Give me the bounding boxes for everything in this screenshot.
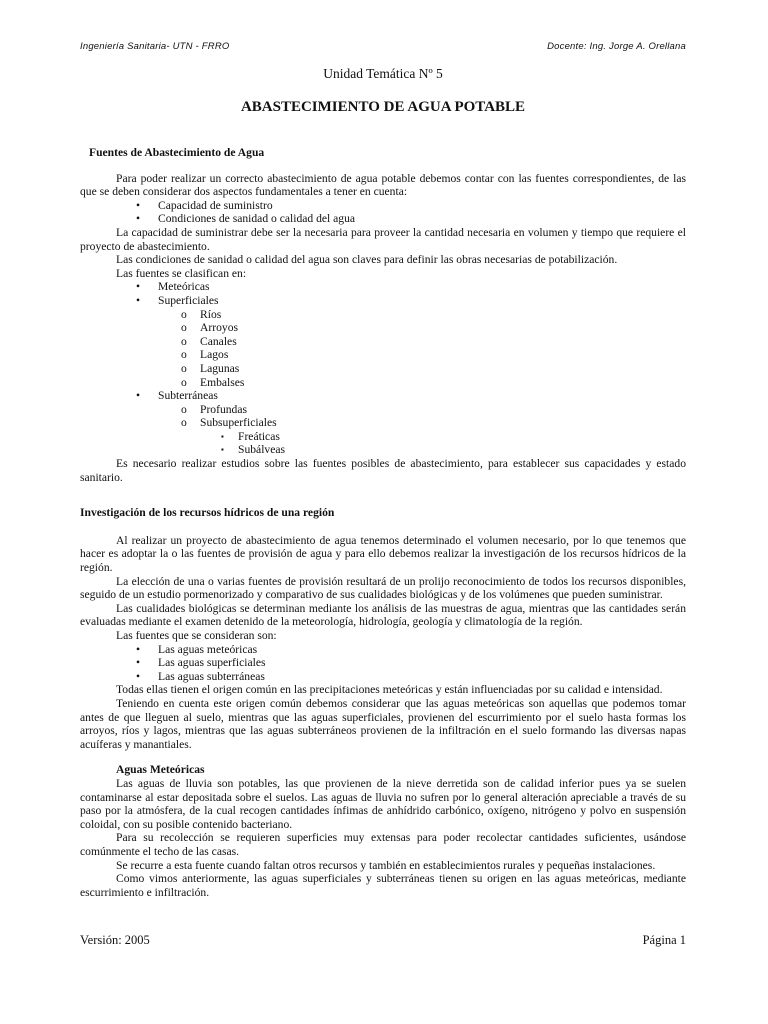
paragraph: Para su recolección se requieren superficies muy extensas para poder recolectar cantidades suficientes, usándose comúnmente el techo de las casas. <box>80 831 686 858</box>
circle-bullet-icon: o <box>181 307 187 321</box>
list-item: o Ríos <box>181 307 222 321</box>
list-item: o Canales <box>181 334 237 348</box>
bullet-icon: • <box>136 656 141 670</box>
list-item: • Las aguas meteóricas <box>136 642 258 656</box>
bullet-icon: • <box>136 198 141 212</box>
bullet-icon: • <box>136 642 141 656</box>
circle-bullet-icon: o <box>181 348 187 362</box>
paragraph: Es necesario realizar estudios sobre las fuentes posibles de abastecimiento, para establecer sus capacidades y estado sanitario. <box>80 457 686 484</box>
circle-bullet-icon: o <box>181 375 187 389</box>
paragraph: Las fuentes se clasifican en: <box>116 266 247 280</box>
list-item: ▪ Subálveas <box>221 443 286 457</box>
paragraph: Las condiciones de sanidad o calidad del agua son claves para definir las obras necesarias de potabilización. <box>116 253 618 267</box>
document-body <box>80 146 686 899</box>
circle-bullet-icon: o <box>181 416 187 430</box>
paragraph: Todas ellas tienen el origen común en las precipitaciones meteóricas y están influenciadas por su calidad e intensidad. <box>116 683 663 697</box>
list-item: • Las aguas subterráneas <box>136 669 265 683</box>
paragraph: Teniendo en cuenta este origen común debemos considerar que las aguas meteóricas son aquellas que podemos tomar antes de que lleguen al suelo, mientras que las aguas superficiales, provienen del escurrimiento por el suelo hasta formas los arroyos, ríos y lagos, mientras que las aguas subterráneos provienen de la infiltración en el suelo formando las diversas napas acuíferas y manantiales. <box>80 696 686 751</box>
header-teacher: Docente: Ing. Jorge A. Orellana <box>547 41 686 52</box>
circle-bullet-icon: o <box>181 334 187 348</box>
bullet-icon: • <box>136 293 141 307</box>
list-item: • Meteóricas <box>136 280 210 294</box>
circle-bullet-icon: o <box>181 402 187 416</box>
paragraph: Para poder realizar un correcto abastecimiento de agua potable debemos contar con las fuentes correspondientes, de las que se deben considerar dos aspectos fundamentales a tener en cuenta: <box>80 171 686 199</box>
square-bullet-icon: ▪ <box>221 431 224 441</box>
footer-page-number: Página 1 <box>642 933 686 947</box>
list-item: ▪ Freáticas <box>221 429 280 443</box>
section-heading-meteoricas: Aguas Meteóricas <box>116 763 205 777</box>
list-item: • Subterráneas <box>136 389 218 403</box>
bullet-icon: • <box>136 389 141 403</box>
bullet-icon: • <box>136 212 141 226</box>
paragraph: Las fuentes que se consideran son: <box>116 629 277 642</box>
list-item: o Arroyos <box>181 321 238 335</box>
header-course: Ingeniería Sanitaria- UTN - FRRO <box>80 41 230 52</box>
list-item: • Superficiales <box>136 293 219 307</box>
list-item: o Embalses <box>181 375 245 389</box>
list-item: • Condiciones de sanidad o calidad del agua <box>136 212 356 226</box>
paragraph: Como vimos anteriormente, las aguas superficiales y subterráneas tienen su origen en las aguas meteóricas, mediante escurrimiento e infiltración. <box>80 872 686 899</box>
paragraph: Al realizar un proyecto de abastecimiento de agua tenemos determinado el volumen necesario, por lo que tenemos que hacer es adoptar la o las fuentes de provisión de agua y para ello debemos realizar la investigación de los recursos hídricos de la región. <box>80 533 686 575</box>
paragraph: Las aguas de lluvia son potables, las que provienen de la nieve derretida son de calidad inferior pues ya se suelen contaminarse al estar depositada sobre el suelos. Las aguas de lluvia no sufren por lo general alteración apreciable a través de su paso por la atmósfera, de la cual recogen cantidades ínfimas de anhídrido carbónico, oxígeno, nitrógeno y polvo en suspensión coloidal, con su posible contenido bacteriano. <box>80 776 686 831</box>
list-item: o Subsuperficiales <box>181 416 277 430</box>
section-heading-fuentes: Fuentes de Abastecimiento de Agua <box>89 146 265 159</box>
paragraph: La capacidad de suministrar debe ser la necesaria para proveer la cantidad necesaria en volumen y tiempo que requiere el proyecto de abastecimiento. <box>80 225 686 253</box>
list-item: o Lagos <box>181 348 229 362</box>
list-item: • Las aguas superficiales <box>136 656 266 670</box>
document-page <box>80 0 686 1024</box>
circle-bullet-icon: o <box>181 361 187 375</box>
list-item: • Capacidad de suministro <box>136 198 273 212</box>
circle-bullet-icon: o <box>181 321 187 335</box>
page-title: ABASTECIMIENTO DE AGUA POTABLE <box>240 99 526 115</box>
bullet-icon: • <box>136 280 141 294</box>
list-item: o Profundas <box>181 402 248 416</box>
section-heading-investigacion: Investigación de los recursos hídricos de una región <box>80 506 335 520</box>
unit-label: Unidad Temática Nº 5 <box>323 66 443 81</box>
paragraph: La elección de una o varias fuentes de provisión resultará de un prolijo reconocimiento de todos los recursos disponibles, seguido de un estudio pormenorizado y comparativo de sus cualidades biológicas y de los volúmenes que pueden suministrar. <box>80 574 686 602</box>
paragraph: Las cualidades biológicas se determinan mediante los análisis de las muestras de agua, mientras que las cantidades serán evaluadas mediante el examen detenido de la meteorología, hidrología, geología y climatología de la región. <box>80 601 686 629</box>
paragraph: Se recurre a esta fuente cuando faltan otros recursos y también en establecimientos rurales y pequeñas instalaciones. <box>116 858 656 872</box>
list-item: o Lagunas <box>181 361 240 375</box>
footer-version: Versión: 2005 <box>80 933 150 947</box>
bullet-icon: • <box>136 669 141 683</box>
square-bullet-icon: ▪ <box>221 445 224 455</box>
